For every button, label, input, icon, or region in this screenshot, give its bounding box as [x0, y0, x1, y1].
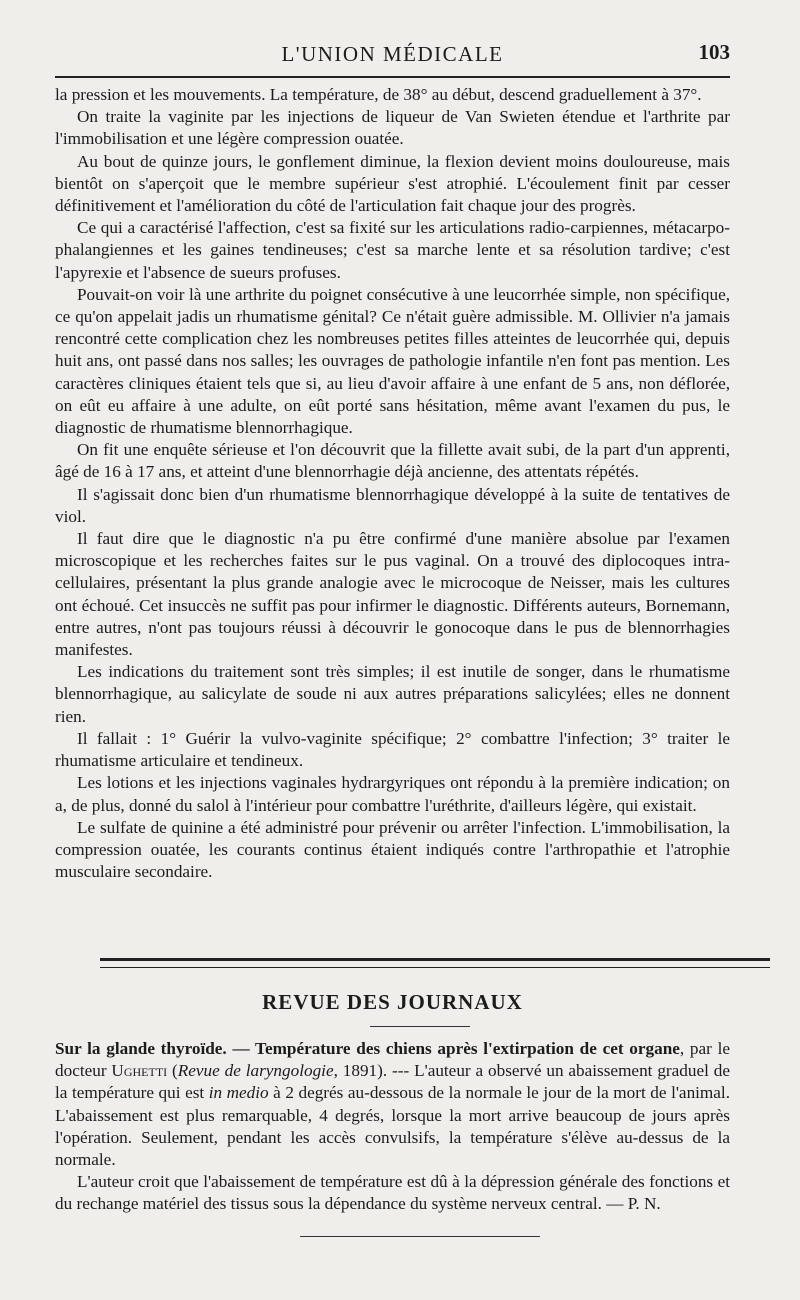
header-rule [55, 76, 730, 78]
review-text-b: à 2 degrés au-dessous de la normale le jour de la mort de l'animal. L'abaissement est plus remarquable, 4 degrés, lorsque la mort arrive beaucoup de jours après l'opération. Seulement, pendant les accès convulsifs, la température s'élève au-dessus de la normale. [55, 1083, 731, 1170]
paragraph: Les lotions et les injections vaginales hydrargyriques ont répondu à la première indication; on a, de plus, donné du salol à l'intérieur pour combattre l'uréthrite, d'ailleurs légère, qui existait. [55, 773, 730, 815]
in-medio-term: in medio [208, 1083, 269, 1103]
byline-prefix: , par le docteur [55, 1039, 730, 1081]
paragraph: Il s'agissait donc bien d'un rhumatisme blennorrhagique développé à la suite de tentatives de viol. [55, 484, 730, 526]
section-title: REVUE DES JOURNAUX [262, 990, 523, 1014]
page-header [55, 38, 730, 70]
paragraph: On traite la vaginite par les injections de liqueur de Van Swieten étendue et l'arthrite par l'immobilisation et une légère compression ouatée. [55, 107, 730, 149]
paragraph: Il faut dire que le diagnostic n'a pu être confirmé d'une manière absolue par l'examen microscopique et les recherches faites sur le pus vaginal. On a trouvé des diplocoques intra-cellulaires, présentant la plus grande analogie avec le microcoque de Neisser, mais les cultures ont échoué. Cet insuccès ne suffit pas pour infirmer le diagnostic. Différents auteurs, Bornemann, entre autres, n'ont pas toujours réussi à découvrir le gonocoque dans le pus de blennorrhagies manifestes. [55, 529, 730, 660]
running-head: L'UNION MÉDICALE [281, 42, 504, 66]
paragraph: la pression et les mouvements. La température, de 38° au début, descend graduellement à 37°. [55, 85, 702, 104]
journal-review [55, 1038, 730, 1216]
review-author: Ughetti [111, 1061, 168, 1081]
paragraph: Le sulfate de quinine a été administré pour prévenir ou arrêter l'infection. L'immobilisation, la compression ouatée, les courants continus étaient indiqués contre l'arthropathie et l'atrophie musculaire secondaire. [55, 817, 730, 882]
title-underline [370, 1026, 470, 1027]
paragraph: Ce qui a caractérisé l'affection, c'est sa fixité sur les articulations radio-carpiennes, métacarpo-phalangiennes et les gaines tendineuses; c'est sa marche lente et sa résolution tardive; c'est l'apyrexie et l'absence de sueurs profuses. [55, 218, 730, 282]
review-paragraph [55, 1038, 730, 1171]
journal-name: Revue de laryngologie [177, 1061, 334, 1081]
page-number: 103 [698, 40, 730, 64]
section-divider [100, 958, 770, 968]
article-body [55, 84, 730, 883]
review-paragraph: L'auteur croit que l'abaissement de température est dû à la dépression générale des fonctions et du rechange matériel des tissus sous la dépendance du système nerveux central. — P. N. [55, 1172, 730, 1214]
review-heading: Sur la glande thyroïde. — Température des chiens après l'extirpation de cet organe [55, 1039, 680, 1058]
review-text-a: L'auteur a observé un abaissement graduel de la température qui est [55, 1061, 730, 1103]
paragraph: Pouvait-on voir là une arthrite du poignet consécutive à une leucorrhée simple, non spécifique, ce qu'on appelait jadis un rhumatisme génital? Ce n'était guère admissible. M. Ollivier n'a jamais rencontré cette complication chez les nombreuses petites filles atteintes de leucorrhée qui, depuis huit ans, ont passé dans nos salles; les ouvrages de pathologie infantile n'en font pas mention. Les caractères cliniques étaient tels que si, au lieu d'avoir affaire à une enfant de 5 ans, non déflorée, on eût eu affaire à une adulte, on eût porté sans hésitation, même avant l'examen du pus, le diagnostic de rhumatisme blennorrhagique. [55, 284, 730, 438]
paragraph: Au bout de quinze jours, le gonflement diminue, la flexion devient moins douloureuse, mais bientôt on s'aperçoit que le membre supérieur s'est atrophié. L'écoulement finit par cesser définitivement et l'amélioration du côté de l'articulation fait chaque jour des progrès. [55, 151, 730, 216]
citation-open: ( [167, 1061, 178, 1081]
citation-close: , 1891). --- [333, 1061, 415, 1081]
paragraph: On fit une enquête sérieuse et l'on découvrit que la fillette avait subi, de la part d'un apprenti, âgé de 16 à 17 ans, et atteint d'une blennorrhagie déjà ancienne, des attentats répétés. [55, 440, 730, 482]
paragraph: Il fallait : 1° Guérir la vulvo-vaginite spécifique; 2° combattre l'infection; 3° traiter le rhumatisme articulaire et tendineux. [55, 728, 730, 771]
paragraph: Les indications du traitement sont très simples; il est inutile de songer, dans le rhumatisme blennorrhagique, au salicylate de soude ni aux autres préparations salicylées; elles ne donnent rien. [55, 662, 730, 726]
end-rule [300, 1236, 540, 1237]
